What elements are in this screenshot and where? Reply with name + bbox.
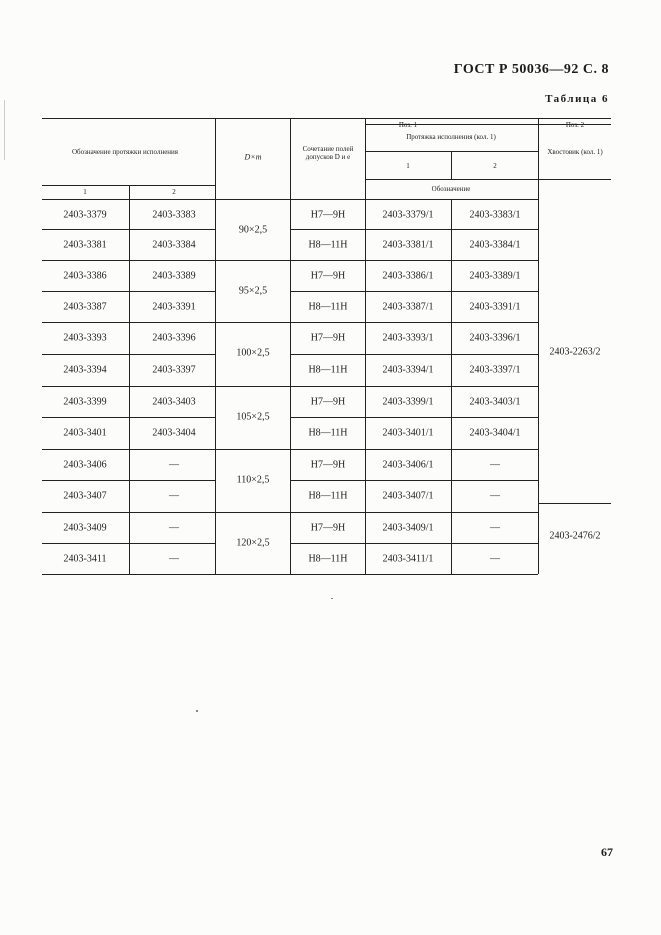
table-rule <box>365 118 366 574</box>
cell-pos1-1: 2403-3393/1 <box>382 332 434 343</box>
table-rule <box>215 449 290 450</box>
cell-dxm: 90×2,5 <box>238 224 268 236</box>
cell-tolerance: H8—11H <box>308 490 348 501</box>
table-rule <box>215 322 290 323</box>
table-rule <box>42 480 215 481</box>
cell-tolerance: H8—11H <box>308 364 348 375</box>
table-rule <box>365 179 611 180</box>
table-rule <box>451 151 452 179</box>
cell-pos1-1: 2403-3381/1 <box>382 239 434 250</box>
sub-col-2: 2 <box>493 162 497 170</box>
tolerance-header: Сочетание полей допусков D и e <box>302 145 354 161</box>
table-rule <box>42 291 215 292</box>
pos2-header: Поз. 2 <box>565 121 585 129</box>
cell-tolerance: H8—11H <box>308 553 348 564</box>
table-rule <box>538 118 539 574</box>
cell-col2: 2403-3384 <box>152 239 196 250</box>
cell-col1: 2403-3409 <box>63 522 107 533</box>
cell-pos1-1: 2403-3401/1 <box>382 427 434 438</box>
cell-pos1-1: 2403-3386/1 <box>382 270 434 281</box>
col-num-1: 1 <box>83 188 87 196</box>
table-rule <box>290 322 538 323</box>
cell-pos1-2: 2403-3383/1 <box>469 209 521 220</box>
table-rule <box>290 354 538 355</box>
table-rule <box>42 417 215 418</box>
cell-col2: — <box>169 459 179 470</box>
cell-tolerance: H7—9H <box>310 209 346 220</box>
cell-pos1-2: 2403-3389/1 <box>469 270 521 281</box>
cell-pos1-1: 2403-3409/1 <box>382 522 434 533</box>
cell-col1: 2403-3401 <box>63 427 107 438</box>
cell-pos1-2: 2403-3403/1 <box>469 396 521 407</box>
cell-tolerance: H8—11H <box>308 239 348 250</box>
cell-pos1-2: 2403-3404/1 <box>469 427 521 438</box>
cell-pos1-1: 2403-3399/1 <box>382 396 434 407</box>
cell-pos1-2: 2403-3391/1 <box>469 301 521 312</box>
cell-col2: 2403-3383 <box>152 209 196 220</box>
table-rule <box>290 512 538 513</box>
cell-shank: 2403-2476/2 <box>549 530 601 542</box>
table-rule <box>42 512 215 513</box>
cell-dxm: 95×2,5 <box>238 285 268 297</box>
table-rule <box>42 118 611 119</box>
table-rule <box>538 503 611 504</box>
cell-dxm: 110×2,5 <box>236 474 270 486</box>
table-rule <box>290 480 538 481</box>
cell-col1: 2403-3387 <box>63 301 107 312</box>
table-rule <box>290 449 538 450</box>
page-header: ГОСТ Р 50036—92 С. 8 <box>453 62 609 77</box>
cell-pos1-1: 2403-3407/1 <box>382 490 434 501</box>
table-rule <box>42 229 215 230</box>
cell-col2: — <box>169 490 179 501</box>
table-rule <box>290 543 538 544</box>
table-rule <box>290 417 538 418</box>
table-rule <box>215 386 290 387</box>
table-rule <box>290 260 538 261</box>
table-rule <box>42 543 215 544</box>
pos1-subheader: Протяжка исполнения (кол. 1) <box>406 133 496 141</box>
cell-pos1-2: 2403-3384/1 <box>469 239 521 250</box>
table-rule <box>42 354 215 355</box>
cell-shank: 2403-2263/2 <box>549 346 601 358</box>
cell-col1: 2403-3381 <box>63 239 107 250</box>
cell-col1: 2403-3393 <box>63 332 107 343</box>
sub-col-1: 1 <box>406 162 410 170</box>
cell-pos1-2: — <box>490 522 500 533</box>
table-title: Таблица 6 <box>545 93 609 105</box>
table-rule <box>215 118 216 574</box>
table-rule <box>42 449 215 450</box>
table-rule <box>290 291 538 292</box>
cell-col2: 2403-3404 <box>152 427 196 438</box>
page-number: 67 <box>601 845 613 859</box>
cell-col1: 2403-3411 <box>63 553 107 564</box>
table-rule <box>42 322 215 323</box>
cell-pos1-2: — <box>490 490 500 501</box>
cell-col1: 2403-3406 <box>63 459 107 470</box>
scan-speck <box>196 710 198 712</box>
cell-pos1-2: 2403-3396/1 <box>469 332 521 343</box>
table-rule <box>215 512 290 513</box>
cell-dxm: 100×2,5 <box>236 347 270 359</box>
shank-header: Хвостовик (кол. 1) <box>547 148 603 156</box>
cell-pos1-1: 2403-3411/1 <box>382 553 434 564</box>
cell-col2: 2403-3396 <box>152 332 196 343</box>
oboz-header: Обозначение <box>431 185 471 193</box>
cell-dxm: 120×2,5 <box>236 537 270 549</box>
cell-col2: 2403-3391 <box>152 301 196 312</box>
table-rule <box>42 260 215 261</box>
cell-tolerance: H7—9H <box>310 396 346 407</box>
cell-col1: 2403-3394 <box>63 364 107 375</box>
cell-tolerance: H7—9H <box>310 459 346 470</box>
cell-col2: 2403-3397 <box>152 364 196 375</box>
cell-tolerance: H8—11H <box>308 301 348 312</box>
cell-pos1-1: 2403-3387/1 <box>382 301 434 312</box>
col-num-2: 2 <box>172 188 176 196</box>
cell-pos1-1: 2403-3406/1 <box>382 459 434 470</box>
scan-speck <box>331 598 333 599</box>
designation-header: Обозначение протяжки исполнения <box>71 148 179 156</box>
cell-pos1-2: — <box>490 553 500 564</box>
dxm-header: D×m <box>244 152 262 162</box>
table-rule <box>290 386 538 387</box>
cell-pos1-1: 2403-3394/1 <box>382 364 434 375</box>
table-rule <box>42 386 215 387</box>
scan-speck <box>4 100 5 160</box>
cell-tolerance: H7—9H <box>310 522 346 533</box>
cell-col1: 2403-3407 <box>63 490 107 501</box>
table-rule <box>42 574 538 575</box>
table-rule <box>215 260 290 261</box>
table-rule <box>129 185 130 574</box>
cell-col2: — <box>169 553 179 564</box>
cell-tolerance: H7—9H <box>310 270 346 281</box>
cell-col1: 2403-3399 <box>63 396 107 407</box>
cell-pos1-1: 2403-3379/1 <box>382 209 434 220</box>
cell-tolerance: H8—11H <box>308 427 348 438</box>
cell-dxm: 105×2,5 <box>236 411 270 423</box>
cell-col2: 2403-3389 <box>152 270 196 281</box>
cell-col1: 2403-3386 <box>63 270 107 281</box>
cell-tolerance: H7—9H <box>310 332 346 343</box>
cell-pos1-2: 2403-3397/1 <box>469 364 521 375</box>
cell-col1: 2403-3379 <box>63 209 107 220</box>
cell-pos1-2: — <box>490 459 500 470</box>
pos1-header: Поз. 1 <box>398 121 418 129</box>
cell-col2: 2403-3403 <box>152 396 196 407</box>
table-rule <box>290 229 538 230</box>
cell-col2: — <box>169 522 179 533</box>
table-rule <box>290 118 291 574</box>
